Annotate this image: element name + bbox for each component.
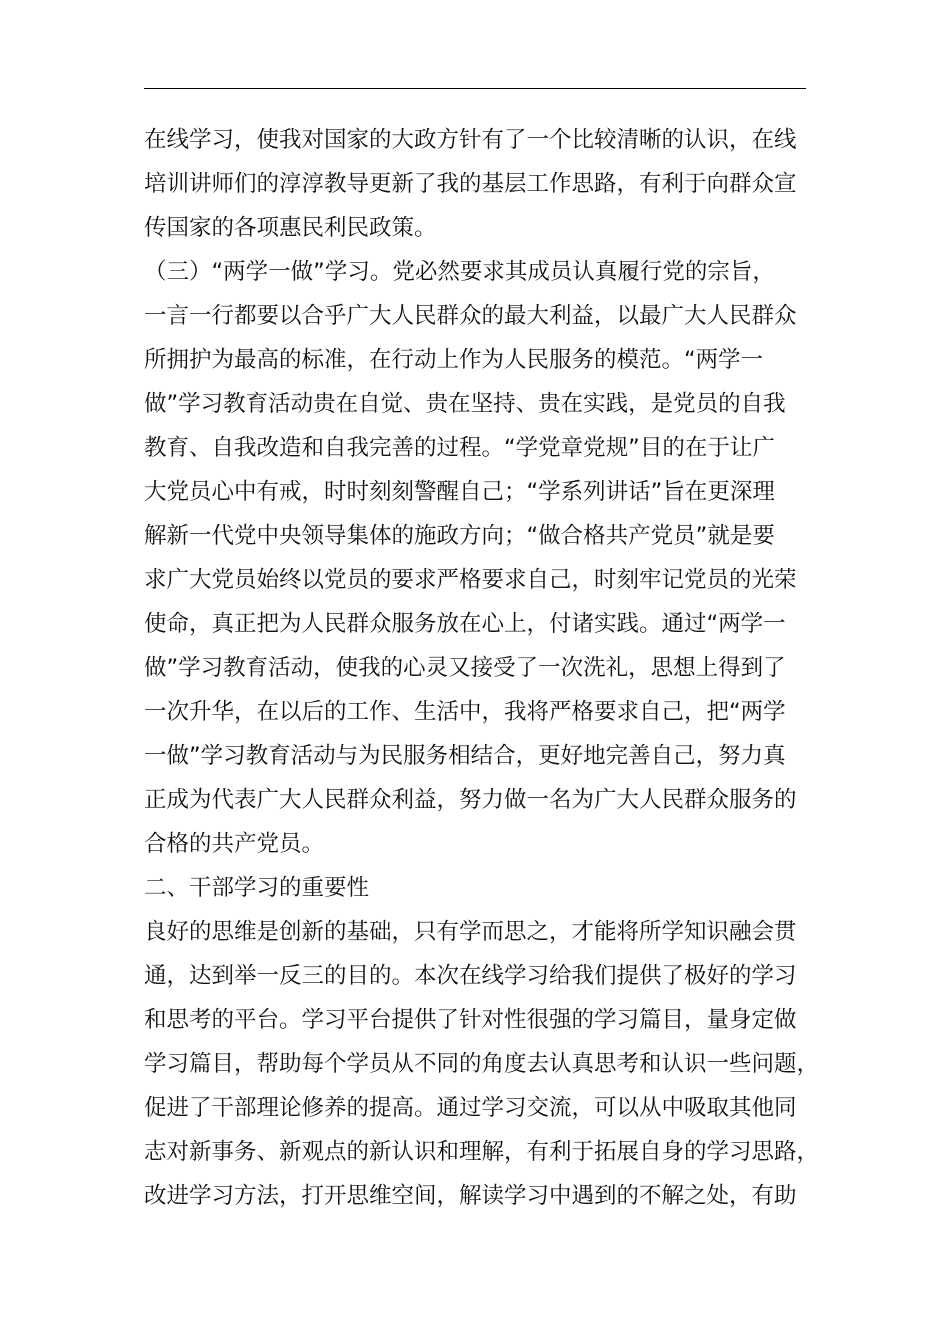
text-line: 培训讲师们的淳淳教导更新了我的基层工作思路，有利于向群众宣 <box>144 171 797 197</box>
text-line: 一做”学习教育活动与为民服务相结合，更好地完善自己，努力真 <box>144 743 786 769</box>
text-line: 解新一代党中央领导集体的施政方向；“做合格共产党员”就是要 <box>144 523 775 549</box>
text-line: 求广大党员始终以党员的要求严格要求自己，时刻牢记党员的光荣 <box>144 567 797 593</box>
header-rule <box>144 88 806 89</box>
text-line: 学习篇目，帮助每个学员从不同的角度去认真思考和认识一些问题， <box>144 1051 820 1077</box>
text-line: 在线学习，使我对国家的大政方针有了一个比较清晰的认识，在线 <box>144 127 797 153</box>
text-line: 做”学习教育活动贵在自觉、贵在坚持、贵在实践，是党员的自我 <box>144 391 786 417</box>
section-heading: 二、干部学习的重要性 <box>144 875 370 901</box>
text-line: 所拥护为最高的标准，在行动上作为人民服务的模范。“两学一 <box>144 347 764 373</box>
text-line: 促进了干部理论修养的提高。通过学习交流，可以从中吸取其他同 <box>144 1095 797 1121</box>
text-line: 大党员心中有戒，时时刻刻警醒自己；“学系列讲话”旨在更深理 <box>144 479 775 505</box>
text-line: 一次升华，在以后的工作、生活中，我将严格要求自己，把“两学 <box>144 699 786 725</box>
text-line: （三）“两学一做”学习。党必然要求其成员认真履行党的宗旨， <box>144 259 775 285</box>
text-line: 传国家的各项惠民利民政策。 <box>144 215 437 241</box>
text-line: 和思考的平台。学习平台提供了针对性很强的学习篇目，量身定做 <box>144 1007 797 1033</box>
text-line: 改进学习方法，打开思维空间，解读学习中遇到的不解之处，有助 <box>144 1183 797 1209</box>
text-line: 志对新事务、新观点的新认识和理解，有利于拓展自身的学习思路， <box>144 1139 820 1165</box>
document-body <box>144 118 820 1218</box>
text-line: 使命，真正把为人民群众服务放在心上，付诸实践。通过“两学一 <box>144 611 786 637</box>
text-line: 合格的共产党员。 <box>144 831 325 857</box>
text-line: 通，达到举一反三的目的。本次在线学习给我们提供了极好的学习 <box>144 963 797 989</box>
text-line: 一言一行都要以合乎广大人民群众的最大利益，以最广大人民群众 <box>144 303 797 329</box>
text-line: 正成为代表广大人民群众利益，努力做一名为广大人民群众服务的 <box>144 787 797 813</box>
text-line: 做”学习教育活动，使我的心灵又接受了一次洗礼，思想上得到了 <box>144 655 786 681</box>
text-line: 教育、自我改造和自我完善的过程。“学党章党规”目的在于让广 <box>144 435 775 461</box>
text-line: 良好的思维是创新的基础，只有学而思之，才能将所学知识融会贯 <box>144 919 797 945</box>
